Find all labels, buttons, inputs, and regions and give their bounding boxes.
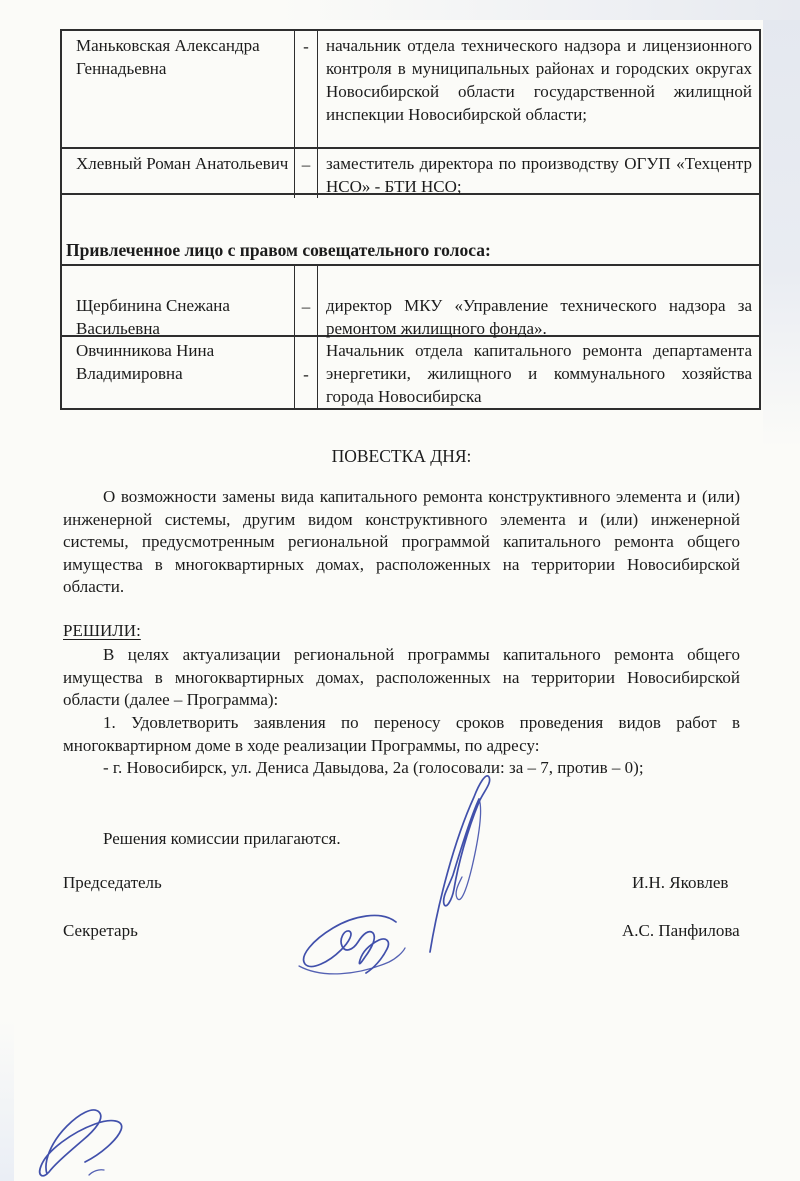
dash-separator: – bbox=[295, 266, 318, 340]
bottom-left-ink-signature bbox=[33, 1102, 161, 1181]
invited-person-heading: Привлеченное лицо с правом совещательного голоса: bbox=[66, 240, 491, 260]
table-row bbox=[62, 337, 759, 408]
agenda-paragraph: О возможности замены вида капитального ремонта конструктивного элемента и (или) инженерной системы, другим видом конструктивного элемента и (или) инженерной системы, предусмотренным региональной программой капитального ремонта общего имущества в многоквартирных домах, расположенных на территории Новосибирской области. bbox=[63, 487, 740, 597]
member-name: Хлевный Роман Анатольевич bbox=[62, 149, 295, 198]
table-row bbox=[62, 31, 759, 149]
secretary-ink-signature bbox=[293, 902, 413, 982]
dash-separator: - bbox=[295, 337, 318, 408]
member-role: Начальник отдела капитального ремонта департамента энергетики, жилищного и коммунального хозяйства города Новосибирска bbox=[326, 341, 752, 406]
chairman-name: И.Н. Яковлев bbox=[632, 873, 729, 892]
member-role: директор МКУ «Управление технического надзора за ремонтом жилищного фонда». bbox=[326, 296, 752, 338]
member-role: заместитель директора по производству ОГУП «Техцентр НСО» - БТИ НСО; bbox=[326, 154, 752, 196]
resolution-item-1: 1. Удовлетворить заявления по переносу сроков проведения видов работ в многоквартирном доме в ходе реализации Программы, по адресу: bbox=[63, 713, 740, 755]
scan-edge-tint-top bbox=[0, 0, 800, 20]
dash-separator: – bbox=[295, 149, 318, 198]
table-row bbox=[62, 266, 759, 337]
commission-members-table bbox=[60, 29, 761, 410]
table-section-heading-row bbox=[62, 195, 759, 266]
dash-separator: - bbox=[295, 31, 318, 147]
resolution-title bbox=[63, 620, 740, 643]
secretary-name: А.С. Панфилова bbox=[622, 921, 740, 940]
resolution-address: - г. Новосибирск, ул. Дениса Давыдова, 2а (голосовали: за – 7, против – 0); bbox=[103, 758, 644, 777]
member-role: начальник отдела технического надзора и лицензионного контроля в муниципальных районах и городских округах Новосибирской области государственной жилищной инспекции Новосибирской области; bbox=[326, 36, 752, 124]
chairman-ink-signature bbox=[417, 769, 505, 955]
chairman-label: Председатель bbox=[63, 873, 162, 892]
attachment-note: Решения комиссии прилагаются. bbox=[103, 829, 341, 848]
table-row bbox=[62, 149, 759, 195]
resolution-paragraph: В целях актуализации региональной программы капитального ремонта общего имущества в многоквартирных домах, расположенных на территории Новосибирской области (далее – Программа): bbox=[63, 645, 740, 710]
resolution-title-text: РЕШИЛИ: bbox=[63, 621, 141, 640]
member-name: Маньковская Александра Геннадьевна bbox=[62, 31, 295, 147]
scan-edge-tint-bottom-left bbox=[0, 1020, 14, 1181]
agenda-title: ПОВЕСТКА ДНЯ: bbox=[331, 446, 472, 466]
secretary-label: Секретарь bbox=[63, 921, 138, 940]
member-name: Щербинина Снежана Васильевна bbox=[62, 266, 295, 340]
member-name: Овчинникова Нина Владимировна bbox=[62, 337, 295, 408]
scan-edge-tint-right bbox=[763, 0, 800, 448]
